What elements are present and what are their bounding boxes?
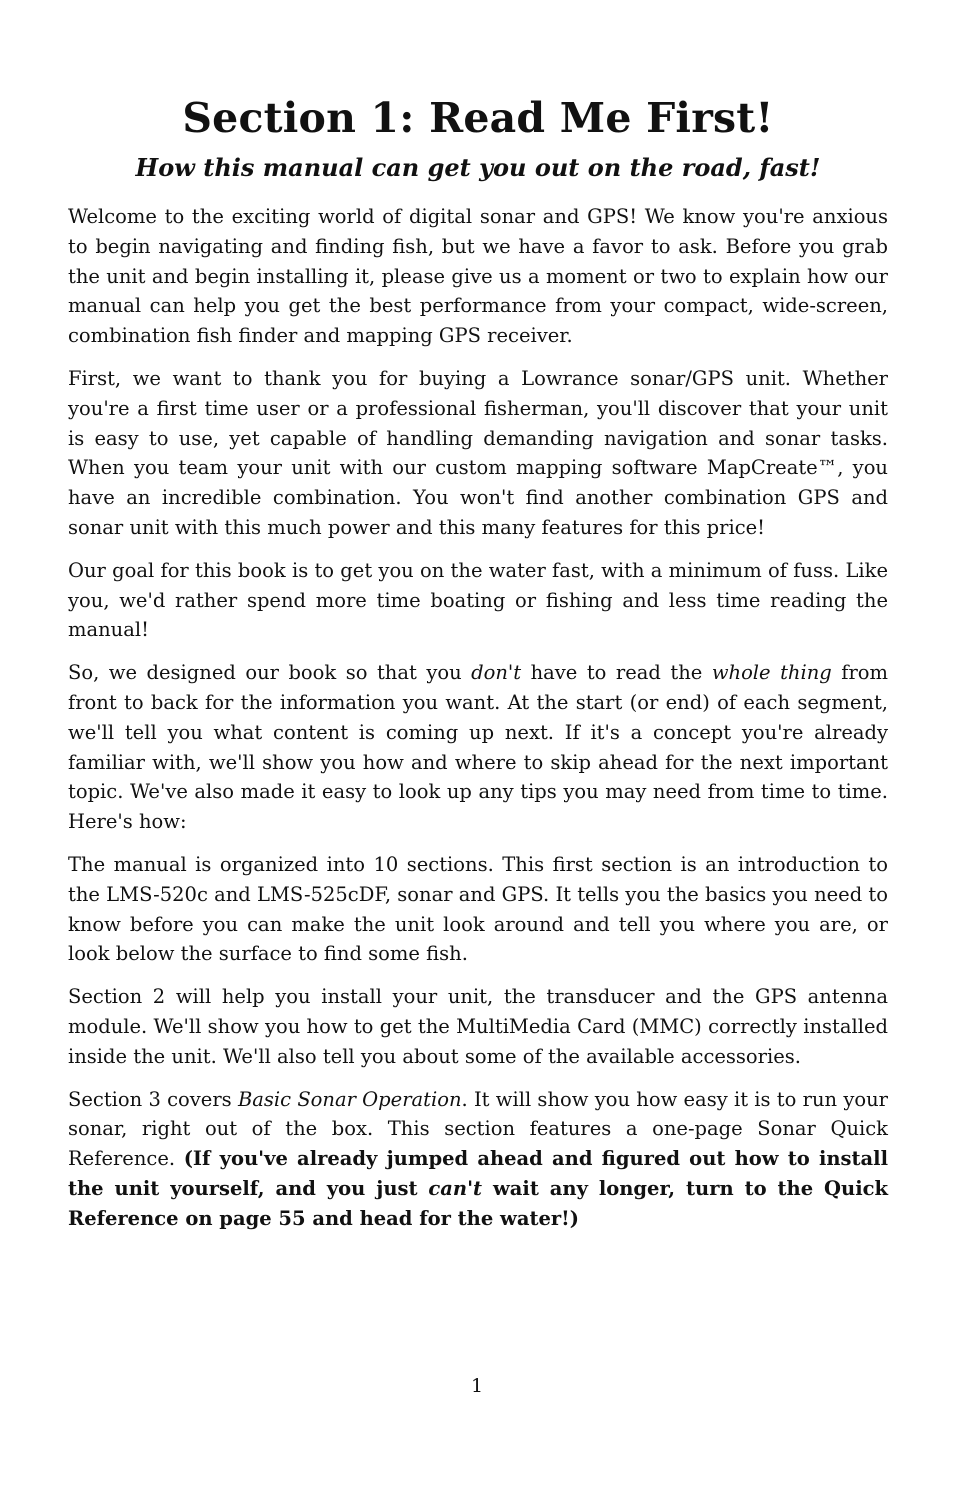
page-number: 1 — [470, 1375, 484, 1397]
bold-quick-reference-note — [68, 1147, 888, 1230]
paragraph-thanks: First, we want to thank you for buying a Lowrance sonar/GPS unit. Whether you're a first time user or a professional fisherman, you'll discover that your unit is easy to use, yet capable of handling demanding navigation and sonar tasks. When you team your unit with our custom mapping software MapCreate™, you have an incredible combination. You won't find another combination GPS and sonar unit with this much power and this many features for this price! — [68, 366, 888, 539]
emphasis-whole-thing: whole thing — [711, 661, 832, 685]
emphasis-dont: don't — [471, 661, 522, 685]
bold-note-text-1: (If you've already jumped ahead and figured out how to install the unit yourself, and you just — [68, 1147, 888, 1200]
paragraph-design-text-1: So, we designed our book so that you — [68, 661, 472, 685]
bold-note-text-2: wait any longer, turn to the Quick Reference on page 55 and head for the water!) — [68, 1176, 888, 1230]
paragraph-design — [68, 658, 888, 837]
paragraph-welcome: Welcome to the exciting world of digital sonar and GPS! We know you're anxious to begin navigating and finding fish, but we have a favor to ask. Before you grab the unit and begin installing it, please give us a moment or two to explain how our manual can help you get the best performance from your compact, wide-screen, combination fish finder and mapping GPS receiver. — [68, 205, 888, 348]
emphasis-cant: can't — [428, 1176, 483, 1200]
paragraph-section-3-text-2: . It will show you how easy it is to run your sonar, right out of the box. This section features a one-page Sonar Quick Reference. — [68, 1087, 888, 1171]
paragraph-goal: Our goal for this book is to get you on the water fast, with a minimum of fuss. Like you, we'd rather spend more time boating or fishing and less time reading the manual! — [68, 558, 888, 642]
section-title: Section 1: Read Me First! — [182, 94, 774, 142]
paragraph-section-3 — [68, 1085, 888, 1234]
section-subtitle: How this manual can get you out on the road, fast! — [135, 153, 821, 182]
paragraph-design-text-3: from front to back for the information you want. At the start (or end) of each segment, we'll tell you what content is coming up next. If it's a concept you're already familiar with, we'll show you how and where to skip ahead for the next important topic. We've also made it easy to look up any tips you may need from time to time. Here's how: — [68, 661, 889, 834]
paragraph-design-text-2: have to read the — [521, 661, 712, 685]
paragraph-section-3-text-1: Section 3 covers — [68, 1087, 238, 1111]
emphasis-basic-sonar-operation: Basic Sonar Operation — [237, 1087, 462, 1111]
paragraph-section-2: Section 2 will help you install your unit, the transducer and the GPS antenna module. We'll show you how to get the MultiMedia Card (MMC) correctly installed inside the unit. We'll also tell you about some of the available accessories. — [68, 985, 888, 1068]
manual-page — [68, 88, 888, 1247]
paragraph-organization: The manual is organized into 10 sections. This first section is an introduction to the LMS-520c and LMS-525cDF, sonar and GPS. It tells you the basics you need to know before you can make the unit look around and tell you where you are, or look below the surface to find some fish. — [68, 852, 888, 966]
